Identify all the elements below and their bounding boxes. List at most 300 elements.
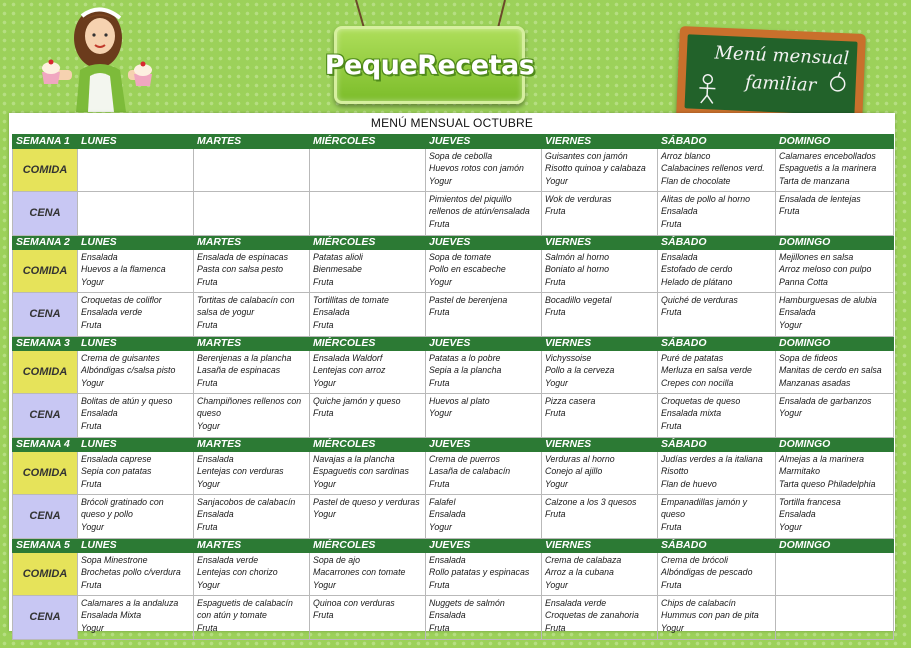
dish-line: Lentejas con chorizo: [197, 567, 278, 578]
cena-row: [13, 596, 894, 640]
dish-line: Yogur: [545, 377, 568, 388]
dish-line: Risotto: [661, 466, 689, 477]
dish-line: Calamares encebollados: [779, 151, 876, 161]
dish-line: con atún y tomate: [197, 610, 267, 621]
menu-cell: [426, 293, 542, 337]
dish-line: Ensalada verde: [81, 307, 143, 318]
dish-line: Patatas alioli: [313, 252, 363, 262]
dish-line: Yogur: [81, 521, 104, 532]
dish-line: Almejas a la marinera: [779, 454, 865, 464]
menu-cell: [426, 553, 542, 596]
dish-line: Tortitas de calabacín con: [197, 295, 295, 305]
dish-line: Yogur: [779, 408, 802, 419]
dish-line: Fruta: [429, 307, 450, 318]
menu-cell: [776, 596, 894, 640]
dish-line: Pasta con salsa pesto: [197, 264, 284, 275]
day-header: SÁBADO: [658, 236, 776, 250]
dish-line: Albóndigas c/salsa pisto: [81, 365, 176, 376]
dish-line: Ensalada: [429, 610, 466, 621]
comida-row: [13, 149, 894, 192]
dish-line: Fruta: [313, 610, 334, 621]
dish-line: queso: [197, 408, 221, 419]
dish-line: Yogur: [545, 175, 568, 186]
dish-line: Arroz a la cubana: [545, 567, 614, 578]
dish-line: Huevos al plato: [429, 396, 490, 406]
menu-table: [12, 134, 894, 640]
dish-line: Lasaña de calabacín: [429, 466, 511, 477]
dish-line: Fruta: [545, 276, 566, 287]
menu-cell: [776, 452, 894, 495]
dish-line: Hummus con pan de pita: [661, 610, 759, 621]
day-header: VIERNES: [542, 438, 658, 452]
dish-line: queso y pollo: [81, 509, 133, 520]
dish-line: Fruta: [429, 579, 450, 590]
dish-line: Quinoa con verduras: [313, 598, 395, 608]
menu-cell: [78, 452, 194, 495]
dish-line: Sepia con patatas: [81, 466, 152, 477]
day-header: MIÉRCOLES: [310, 236, 426, 250]
week-label: SEMANA 3: [13, 337, 78, 351]
day-header: LUNES: [78, 438, 194, 452]
cena-label: CENA: [13, 293, 78, 337]
dish-line: Sopa de ajo: [313, 555, 360, 565]
menu-cell: [776, 192, 894, 236]
day-header: MARTES: [194, 236, 310, 250]
day-header: MARTES: [194, 539, 310, 553]
dish-line: Empanadillas jamón y: [661, 497, 748, 507]
dish-line: Berenjenas a la plancha: [197, 353, 292, 363]
menu-cell: [194, 293, 310, 337]
brand-logo-text: PequeRecetas: [324, 49, 535, 81]
menu-sheet: [9, 113, 895, 631]
day-header: DOMINGO: [776, 438, 894, 452]
dish-line: Ensalada: [661, 206, 698, 217]
dish-line: Fruta: [197, 319, 218, 330]
stick-figure-icon: [695, 73, 720, 106]
dish-line: Ensalada: [779, 509, 816, 520]
comida-row: [13, 351, 894, 394]
dish-line: Yogur: [545, 478, 568, 489]
dish-line: Yogur: [197, 420, 220, 431]
chalkboard-sign: [676, 26, 866, 126]
dish-line: Brócoli gratinado con: [81, 497, 164, 507]
menu-cell: [776, 250, 894, 293]
week-header-row: [13, 438, 894, 452]
dish-line: Pastel de berenjena: [429, 295, 508, 305]
dish-line: Macarrones con tomate: [313, 567, 406, 578]
day-header: MARTES: [194, 135, 310, 149]
menu-cell: [310, 250, 426, 293]
dish-line: Yogur: [545, 579, 568, 590]
dish-line: Ensalada de espinacas: [197, 252, 288, 262]
dish-line: Flan de huevo: [661, 478, 717, 489]
dish-line: Yogur: [313, 509, 336, 520]
menu-cell: [658, 452, 776, 495]
dish-line: Pizza casera: [545, 396, 596, 406]
week-header-row: [13, 337, 894, 351]
dish-line: Fruta: [313, 276, 334, 287]
cena-label: CENA: [13, 495, 78, 539]
dish-line: Ensalada mixta: [661, 408, 722, 419]
dish-line: Fruta: [545, 509, 566, 520]
dish-line: Quiche jamón y queso: [313, 396, 401, 406]
dish-line: Fruta: [545, 307, 566, 318]
dish-line: Ensalada: [81, 252, 118, 262]
dish-line: Lentejas con verduras: [197, 466, 284, 477]
day-header: DOMINGO: [776, 135, 894, 149]
menu-cell: [542, 394, 658, 438]
dish-line: Verduras al horno: [545, 454, 615, 464]
menu-cell: [194, 495, 310, 539]
dish-line: Ensalada: [661, 252, 698, 262]
day-header: LUNES: [78, 337, 194, 351]
day-header: VIERNES: [542, 135, 658, 149]
dish-line: Pollo en escabeche: [429, 264, 506, 275]
menu-cell: [310, 293, 426, 337]
dish-line: Yogur: [429, 408, 452, 419]
menu-cell: [426, 149, 542, 192]
menu-cell: [194, 394, 310, 438]
dish-line: Conejo al ajillo: [545, 466, 603, 477]
dish-line: Fruta: [429, 622, 450, 633]
dish-line: Fruta: [661, 307, 682, 318]
dish-line: Fruta: [313, 319, 334, 330]
dish-line: Chips de calabacín: [661, 598, 736, 608]
dish-line: Fruta: [197, 521, 218, 532]
dish-line: Falafel: [429, 497, 456, 507]
dish-line: Yogur: [197, 478, 220, 489]
dish-line: Crema de brócoli: [661, 555, 728, 565]
menu-cell: [78, 596, 194, 640]
day-header: MIÉRCOLES: [310, 337, 426, 351]
dish-line: Puré de patatas: [661, 353, 724, 363]
dish-line: Crema de guisantes: [81, 353, 160, 363]
dish-line: Merluza en salsa verde: [661, 365, 752, 376]
dish-line: Calzone a los 3 quesos: [545, 497, 637, 507]
menu-cell: [310, 192, 426, 236]
menu-cell: [542, 452, 658, 495]
dish-line: Panna Cotta: [779, 276, 828, 287]
menu-cell: [194, 596, 310, 640]
week-label: SEMANA 5: [13, 539, 78, 553]
cena-label: CENA: [13, 596, 78, 640]
dish-line: Lentejas con arroz: [313, 365, 386, 376]
menu-cell: [426, 351, 542, 394]
menu-cell: [776, 351, 894, 394]
dish-line: Fruta: [197, 622, 218, 633]
dish-line: Sopa Minestrone: [81, 555, 148, 565]
dish-line: Sanjacobos de calabacín: [197, 497, 296, 507]
menu-cell: [310, 149, 426, 192]
day-header: LUNES: [78, 236, 194, 250]
day-header: SÁBADO: [658, 539, 776, 553]
menu-cell: [658, 596, 776, 640]
dish-line: Fruta: [429, 218, 450, 229]
comida-label: COMIDA: [13, 351, 78, 394]
dish-line: Arroz blanco: [661, 151, 711, 161]
menu-cell: [78, 351, 194, 394]
cena-row: [13, 495, 894, 539]
dish-line: Ensalada: [197, 509, 234, 520]
dish-line: Brochetas pollo c/verdura: [81, 567, 181, 578]
week-header-row: [13, 539, 894, 553]
dish-line: Albóndigas de pescado: [661, 567, 753, 578]
dish-line: Yogur: [197, 579, 220, 590]
menu-cell: [658, 553, 776, 596]
dish-line: Fruta: [661, 579, 682, 590]
dish-line: Fruta: [81, 319, 102, 330]
dish-line: Bolitas de atún y queso: [81, 396, 173, 406]
dish-line: Nuggets de salmón: [429, 598, 505, 608]
dish-line: Yogur: [313, 579, 336, 590]
dish-line: Espaguetis a la marinera: [779, 163, 877, 174]
day-header: DOMINGO: [776, 539, 894, 553]
dish-line: Fruta: [779, 206, 800, 217]
dish-line: Quiché de verduras: [661, 295, 738, 305]
menu-cell: [658, 149, 776, 192]
menu-cell: [658, 351, 776, 394]
menu-cell: [426, 250, 542, 293]
dish-line: Pimientos del piquillo: [429, 194, 512, 204]
menu-cell: [658, 293, 776, 337]
menu-cell: [776, 553, 894, 596]
dish-line: Fruta: [81, 478, 102, 489]
day-header: JUEVES: [426, 539, 542, 553]
cena-row: [13, 293, 894, 337]
menu-cell: [658, 394, 776, 438]
day-header: MIÉRCOLES: [310, 438, 426, 452]
menu-cell: [78, 293, 194, 337]
dish-line: Estofado de cerdo: [661, 264, 733, 275]
menu-cell: [542, 149, 658, 192]
menu-cell: [310, 351, 426, 394]
dish-line: Arroz meloso con pulpo: [779, 264, 872, 275]
menu-cell: [542, 596, 658, 640]
dish-line: Calabacines rellenos verd.: [661, 163, 765, 174]
dish-line: Lasaña de espinacas: [197, 365, 281, 376]
dish-line: Ensalada: [313, 307, 350, 318]
dish-line: Ensalada Waldorf: [313, 353, 383, 363]
menu-cell: [542, 553, 658, 596]
dish-line: Sopa de fideos: [779, 353, 838, 363]
day-header: MIÉRCOLES: [310, 539, 426, 553]
menu-cell: [426, 452, 542, 495]
menu-cell: [194, 452, 310, 495]
dish-line: Fruta: [545, 408, 566, 419]
cena-row: [13, 192, 894, 236]
dish-line: Sepia a la plancha: [429, 365, 502, 376]
dish-line: Yogur: [661, 622, 684, 633]
menu-cell: [542, 192, 658, 236]
day-header: JUEVES: [426, 438, 542, 452]
menu-cell: [776, 495, 894, 539]
dish-line: Tortilla francesa: [779, 497, 841, 507]
menu-cell: [310, 553, 426, 596]
dish-line: Fruta: [545, 622, 566, 633]
dish-line: Ensalada de garbanzos: [779, 396, 872, 406]
menu-cell: [310, 452, 426, 495]
week-label: SEMANA 2: [13, 236, 78, 250]
menu-title: MENÚ MENSUAL OCTUBRE: [370, 116, 534, 130]
dish-line: Salmón al horno: [545, 252, 610, 262]
dish-line: Crepes con nocilla: [661, 377, 734, 388]
dish-line: Vichyssoise: [545, 353, 592, 363]
dish-line: Fruta: [197, 276, 218, 287]
week-label: SEMANA 4: [13, 438, 78, 452]
menu-cell: [426, 394, 542, 438]
day-header: LUNES: [78, 135, 194, 149]
dish-line: Manzanas asadas: [779, 377, 851, 388]
menu-cell: [78, 192, 194, 236]
dish-line: Tortillitas de tomate: [313, 295, 389, 305]
dish-line: Yogur: [429, 175, 452, 186]
menu-cell: [194, 250, 310, 293]
dish-line: Ensalada: [429, 555, 466, 565]
dish-line: Calamares a la andaluza: [81, 598, 179, 608]
day-header: MIÉRCOLES: [310, 135, 426, 149]
dish-line: Navajas a la plancha: [313, 454, 395, 464]
menu-cell: [310, 495, 426, 539]
menu-cell: [194, 351, 310, 394]
menu-cell: [776, 149, 894, 192]
day-header: SÁBADO: [658, 135, 776, 149]
menu-cell: [310, 596, 426, 640]
day-header: MARTES: [194, 337, 310, 351]
menu-cell: [310, 394, 426, 438]
dish-line: Ensalada: [81, 408, 118, 419]
dish-line: rellenos de atún/ensalada: [429, 206, 530, 217]
dish-line: Fruta: [81, 579, 102, 590]
menu-cell: [776, 293, 894, 337]
menu-cell: [658, 192, 776, 236]
dish-line: Ensalada: [429, 509, 466, 520]
dish-line: Yogur: [81, 377, 104, 388]
menu-cell: [542, 495, 658, 539]
dish-line: Guisantes con jamón: [545, 151, 628, 161]
day-header: JUEVES: [426, 135, 542, 149]
day-header: VIERNES: [542, 539, 658, 553]
dish-line: Croquetas de zanahoria: [545, 610, 639, 621]
menu-cell: [426, 495, 542, 539]
dish-line: Espaguetis con sardinas: [313, 466, 409, 477]
menu-cell: [658, 495, 776, 539]
dish-line: Huevos rotos con jamón: [429, 163, 524, 174]
dish-line: Fruta: [661, 420, 682, 431]
dish-line: Risotto quinoa y calabaza: [545, 163, 646, 174]
dish-line: Marmitako: [779, 466, 821, 477]
dish-line: Fruta: [661, 218, 682, 229]
chalkboard-line-1: Menú mensual: [714, 42, 850, 70]
chalkboard: [685, 34, 858, 115]
menu-cell: [542, 351, 658, 394]
dish-line: Crema de puerros: [429, 454, 500, 464]
dish-line: Fruta: [313, 408, 334, 419]
comida-label: COMIDA: [13, 452, 78, 495]
dish-line: Ensalada Mixta: [81, 610, 142, 621]
day-header: JUEVES: [426, 236, 542, 250]
menu-cell: [426, 192, 542, 236]
dish-line: Alitas de pollo al horno: [661, 194, 751, 204]
menu-table-body: [13, 135, 894, 640]
day-header: MARTES: [194, 438, 310, 452]
dish-line: Yogur: [429, 521, 452, 532]
day-header: DOMINGO: [776, 337, 894, 351]
menu-cell: [776, 394, 894, 438]
dish-line: Espaguetis de calabacín: [197, 598, 293, 608]
page-header: [0, 0, 911, 112]
dish-line: Yogur: [313, 478, 336, 489]
comida-label: COMIDA: [13, 250, 78, 293]
dish-line: Tarta de manzana: [779, 175, 850, 186]
dish-line: Fruta: [429, 377, 450, 388]
dish-line: salsa de yogur: [197, 307, 255, 318]
dish-line: Champiñones rellenos con: [197, 396, 302, 406]
dish-line: Croquetas de coliflor: [81, 295, 162, 305]
dish-line: Manitas de cerdo en salsa: [779, 365, 882, 376]
dish-line: Helado de plátano: [661, 276, 733, 287]
menu-cell: [542, 250, 658, 293]
week-label: SEMANA 1: [13, 135, 78, 149]
menu-cell: [78, 394, 194, 438]
dish-line: Yogur: [81, 276, 104, 287]
menu-cell: [78, 495, 194, 539]
dish-line: Boniato al horno: [545, 264, 610, 275]
brand-logo: [324, 26, 535, 104]
dish-line: Fruta: [429, 478, 450, 489]
dish-line: Bocadillo vegetal: [545, 295, 612, 305]
menu-cell: [78, 250, 194, 293]
menu-cell: [658, 250, 776, 293]
dish-line: Fruta: [197, 377, 218, 388]
dish-line: Ensalada: [779, 307, 816, 318]
day-header: DOMINGO: [776, 236, 894, 250]
comida-row: [13, 452, 894, 495]
dish-line: Huevos a la flamenca: [81, 264, 166, 275]
dish-line: Croquetas de queso: [661, 396, 741, 406]
comida-label: COMIDA: [13, 553, 78, 596]
menu-cell: [194, 553, 310, 596]
menu-cell: [194, 192, 310, 236]
cena-label: CENA: [13, 192, 78, 236]
dish-line: Rollo patatas y espinacas: [429, 567, 530, 578]
menu-cell: [78, 149, 194, 192]
day-header: LUNES: [78, 539, 194, 553]
dish-line: Pastel de queso y verduras: [313, 497, 420, 507]
menu-cell: [78, 553, 194, 596]
cena-label: CENA: [13, 394, 78, 438]
dish-line: Mejillones en salsa: [779, 252, 854, 262]
dish-line: Wok de verduras: [545, 194, 612, 204]
cena-row: [13, 394, 894, 438]
dish-line: Yogur: [81, 622, 104, 633]
dish-line: Sopa de tomate: [429, 252, 492, 262]
dish-line: queso: [661, 509, 685, 520]
dish-line: Ensalada caprese: [81, 454, 152, 464]
menu-cell: [426, 596, 542, 640]
dish-line: Ensalada verde: [545, 598, 607, 608]
day-header: VIERNES: [542, 236, 658, 250]
dish-line: Ensalada verde: [197, 555, 259, 565]
week-header-row: [13, 135, 894, 149]
week-header-row: [13, 236, 894, 250]
dish-line: Sopa de cebolla: [429, 151, 493, 161]
menu-cell: [542, 293, 658, 337]
dish-line: Patatas a lo pobre: [429, 353, 501, 363]
dish-line: Fruta: [81, 420, 102, 431]
dish-line: Ensalada: [197, 454, 234, 464]
comida-row: [13, 250, 894, 293]
day-header: VIERNES: [542, 337, 658, 351]
